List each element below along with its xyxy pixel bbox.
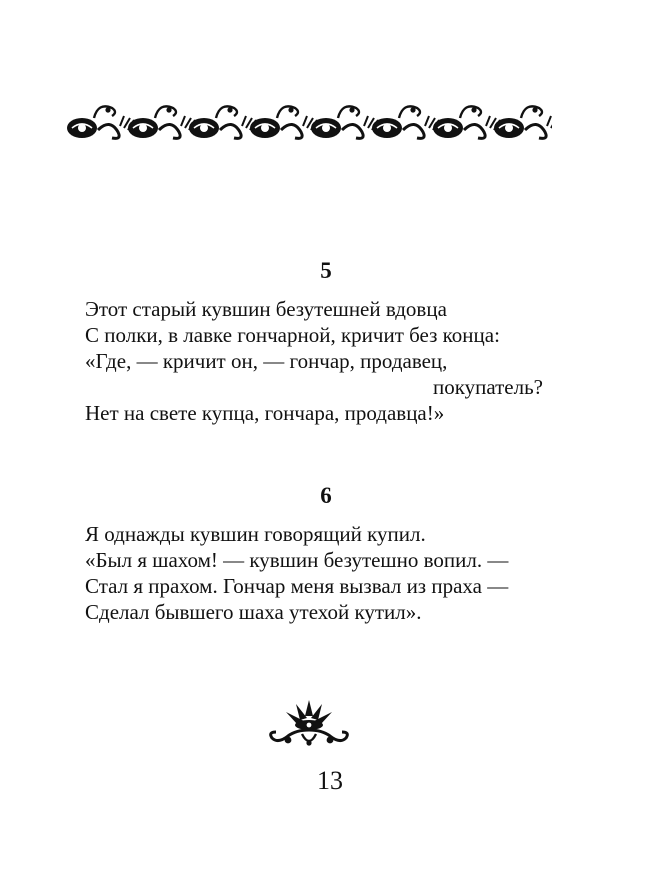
floral-scroll-border-icon xyxy=(64,92,552,148)
poem-line: Этот старый кувшин безутешней вдовца xyxy=(85,297,447,321)
poem-line: С полки, в лавке гончарной, кричит без конца: xyxy=(85,323,500,347)
poem-line: «Был я шахом! — кувшин безутешно вопил. — xyxy=(85,548,509,572)
poem-number: 5 xyxy=(320,258,332,283)
poem-6 xyxy=(85,483,555,625)
poem-line: Сделал бывшего шаха утехой кутил». xyxy=(85,600,422,624)
stanza xyxy=(85,521,555,625)
poem-number: 6 xyxy=(320,483,332,508)
stanza xyxy=(85,296,555,426)
palmette-tailpiece-icon xyxy=(266,694,352,750)
poem-line: Я однажды кувшин говорящий купил. xyxy=(85,522,426,546)
poem-line-continuation: покупатель? xyxy=(432,375,543,399)
poem-line: «Где, — кричит он, — гончар, продавец, xyxy=(85,349,448,373)
page-number: 13 xyxy=(317,766,343,795)
poem-5 xyxy=(85,258,555,426)
poem-line: Нет на свете купца, гончара, продавца!» xyxy=(85,401,445,425)
poem-line: Стал я прахом. Гончар меня вызвал из праха — xyxy=(85,574,509,598)
